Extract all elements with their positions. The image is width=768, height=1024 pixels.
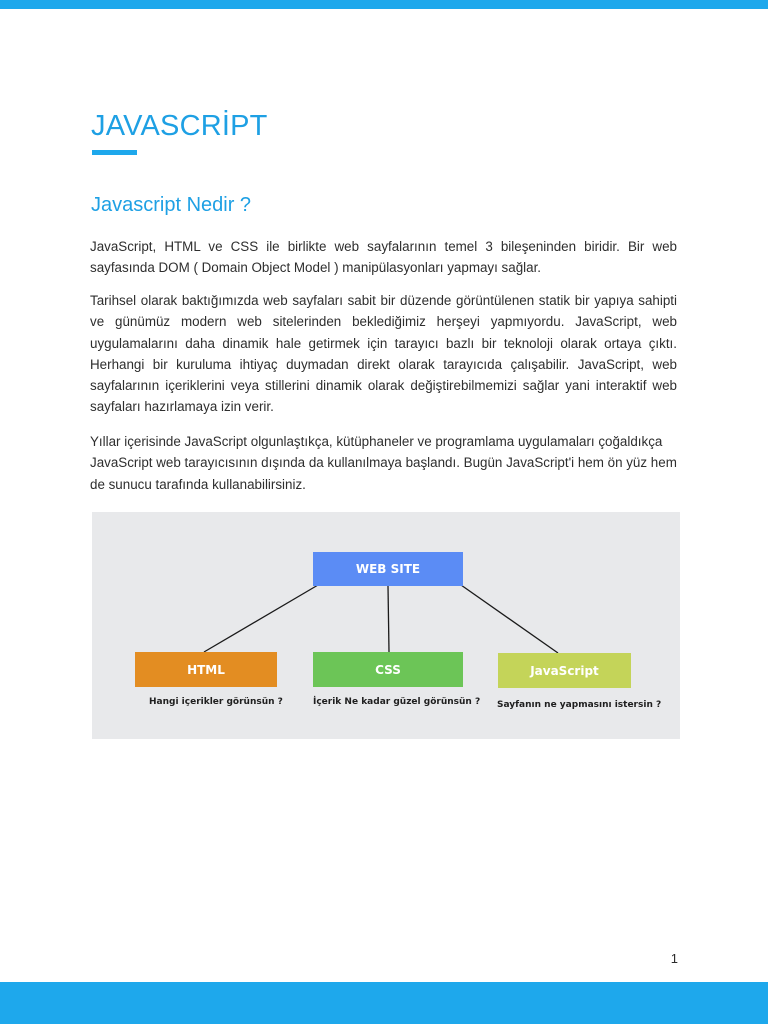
paragraph-history: Tarihsel olarak baktığımızda web sayfaları sabit bir düzende görüntülenen statik bir yapıya sahipti ve günümüz modern web sitelerinden beklediğimiz herşeyi yapmıyordu. JavaScript, web uygulamalarını daha dinamik hale getirmek için tarayıcı bazlı bir teknoloji olarak ortaya çıktı. Herhangi bir kuruluma ihtiyaç duymadan direkt olarak tarayıcıda çalışabilir. JavaScript, web sayfalarının içeriklerini veya stillerini dinamik olarak değiştirebilmemizi sağlar yani interaktif web sayfaları hazırlamaya izin verir. <box>90 293 677 415</box>
top-accent-bar <box>0 0 768 9</box>
caption-css: İçerik Ne kadar güzel görünsün ? <box>313 697 481 707</box>
section-heading: Javascript Nedir ? <box>91 194 252 216</box>
node-web-site: WEB SITE <box>313 552 463 586</box>
document-title: JAVASCRİPT <box>91 110 268 142</box>
paragraph-intro: JavaScript, HTML ve CSS ile birlikte web sayfalarının temel 3 bileşeninden biridir. Bir web sayfasında DOM ( Domain Object Model ) manipülasyonları yapmayı sağlar. <box>90 239 677 276</box>
connector-css <box>388 586 389 652</box>
bottom-accent-bar <box>0 982 768 1024</box>
page-number: 1 <box>670 951 678 966</box>
connector-html <box>204 585 318 652</box>
title-underline <box>92 150 137 155</box>
paragraph-evolution: Yıllar içerisinde JavaScript olgunlaştıkça, kütüphaneler ve programlama uygulamaları çoğaldıkça JavaScript web tarayıcısının dışında da kullanılmaya başlandı. Bugün JavaScript'i hem ön yüz hem de sunucu tarafında kullanabilirsiniz. <box>90 434 677 492</box>
caption-javascript: Sayfanın ne yapmasını istersin ? <box>497 700 662 710</box>
caption-html: Hangi içerikler görünsün ? <box>149 697 283 707</box>
web-site-diagram <box>92 512 680 739</box>
node-css: CSS <box>313 652 463 687</box>
connector-javascript <box>461 585 558 653</box>
node-html: HTML <box>135 652 277 687</box>
node-javascript: JavaScript <box>498 653 631 688</box>
